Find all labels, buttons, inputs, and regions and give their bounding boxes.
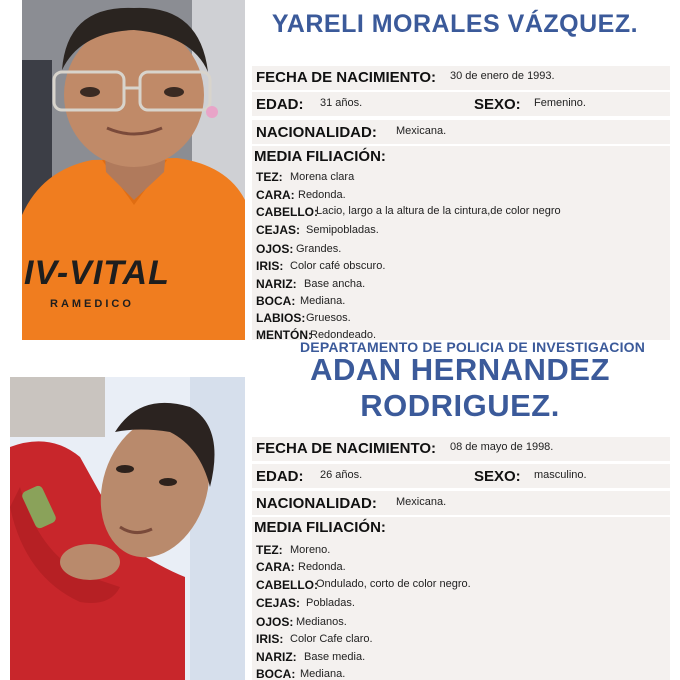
features-box-1	[252, 146, 670, 340]
age-value: 31 años.	[320, 97, 363, 109]
age-label: EDAD:	[256, 96, 304, 113]
sex-label: SEXO:	[474, 468, 521, 485]
feature-value: Base ancha.	[304, 278, 366, 290]
person-name-2: ADAN HERNANDEZ RODRIGUEZ.	[310, 352, 610, 423]
feature-label: MENTÓN:	[256, 328, 312, 340]
feature-label: TEZ:	[256, 170, 283, 184]
birthdate-row-1	[252, 66, 670, 90]
feature-label: NARIZ:	[256, 277, 297, 291]
missing-person-card-2	[0, 340, 680, 680]
feature-value: Lacio, largo a la altura de la cintura,de color negro	[316, 205, 561, 217]
features-box-2	[252, 517, 670, 680]
feature-label: BOCA:	[256, 294, 296, 308]
age-sex-row-2	[252, 464, 670, 488]
age-sex-row-1	[252, 92, 670, 116]
department-heading: DEPARTAMENTO DE POLICIA DE INVESTIGACION	[300, 340, 646, 355]
feature-label: CABELLO:	[256, 205, 318, 219]
shirt-logo-subtext: RAMEDICO	[50, 298, 134, 310]
feature-label: BOCA:	[256, 667, 296, 680]
person-photo-1	[22, 0, 245, 340]
feature-label: TEZ:	[256, 543, 283, 557]
feature-value: Semipobladas.	[306, 224, 379, 236]
birthdate-label: FECHA DE NACIMIENTO:	[256, 440, 436, 457]
feature-value: Moreno.	[290, 544, 331, 556]
feature-label: NARIZ:	[256, 650, 297, 664]
feature-value: Mediana.	[300, 668, 346, 680]
sex-value: masculino.	[534, 469, 587, 481]
feature-label: CEJAS:	[256, 596, 301, 610]
feature-value: Morena clara	[290, 171, 355, 183]
nationality-label: NACIONALIDAD:	[256, 124, 377, 141]
age-value: 26 años.	[320, 469, 363, 481]
feature-value: Base media.	[304, 651, 366, 663]
feature-label: OJOS:	[256, 242, 294, 256]
feature-label: OJOS:	[256, 615, 294, 629]
birthdate-value: 30 de enero de 1993.	[450, 70, 555, 82]
birthdate-value: 08 de mayo de 1998.	[450, 441, 554, 453]
birthdate-label: FECHA DE NACIMIENTO:	[256, 69, 436, 86]
nationality-label: NACIONALIDAD:	[256, 495, 377, 512]
features-title: MEDIA FILIACIÓN:	[254, 519, 386, 536]
nationality-value: Mexicana.	[396, 496, 447, 508]
feature-value: Gruesos.	[306, 312, 351, 324]
nationality-row-2	[252, 491, 670, 515]
sex-label: SEXO:	[474, 96, 521, 113]
feature-value: Pobladas.	[306, 597, 355, 609]
feature-value: Grandes.	[296, 243, 342, 255]
feature-label: LABIOS:	[256, 311, 306, 325]
person-photo-2	[10, 377, 245, 680]
person-name-1: YARELI MORALES VÁZQUEZ.	[271, 10, 639, 38]
sex-value: Femenino.	[534, 97, 586, 109]
feature-value: Ondulado, corto de color negro.	[316, 578, 471, 590]
feature-value: Color Cafe claro.	[290, 633, 373, 645]
feature-label: CARA:	[256, 560, 295, 574]
feature-label: CEJAS:	[256, 223, 301, 237]
feature-value: Redondeado.	[310, 329, 377, 340]
nationality-value: Mexicana.	[396, 125, 447, 137]
feature-value: Medianos.	[296, 616, 347, 628]
feature-label: IRIS:	[256, 259, 284, 273]
feature-value: Color café obscuro.	[290, 260, 386, 272]
feature-value: Mediana.	[300, 295, 346, 307]
birthdate-row-2	[252, 437, 670, 461]
feature-label: CARA:	[256, 188, 295, 202]
features-title: MEDIA FILIACIÓN:	[254, 148, 386, 165]
feature-label: CABELLO:	[256, 578, 318, 592]
shirt-logo-text: IV-VITAL	[24, 254, 170, 292]
feature-label: IRIS:	[256, 632, 284, 646]
age-label: EDAD:	[256, 468, 304, 485]
feature-value: Redonda.	[298, 189, 346, 201]
feature-value: Redonda.	[298, 561, 346, 573]
nationality-row-1	[252, 120, 670, 144]
